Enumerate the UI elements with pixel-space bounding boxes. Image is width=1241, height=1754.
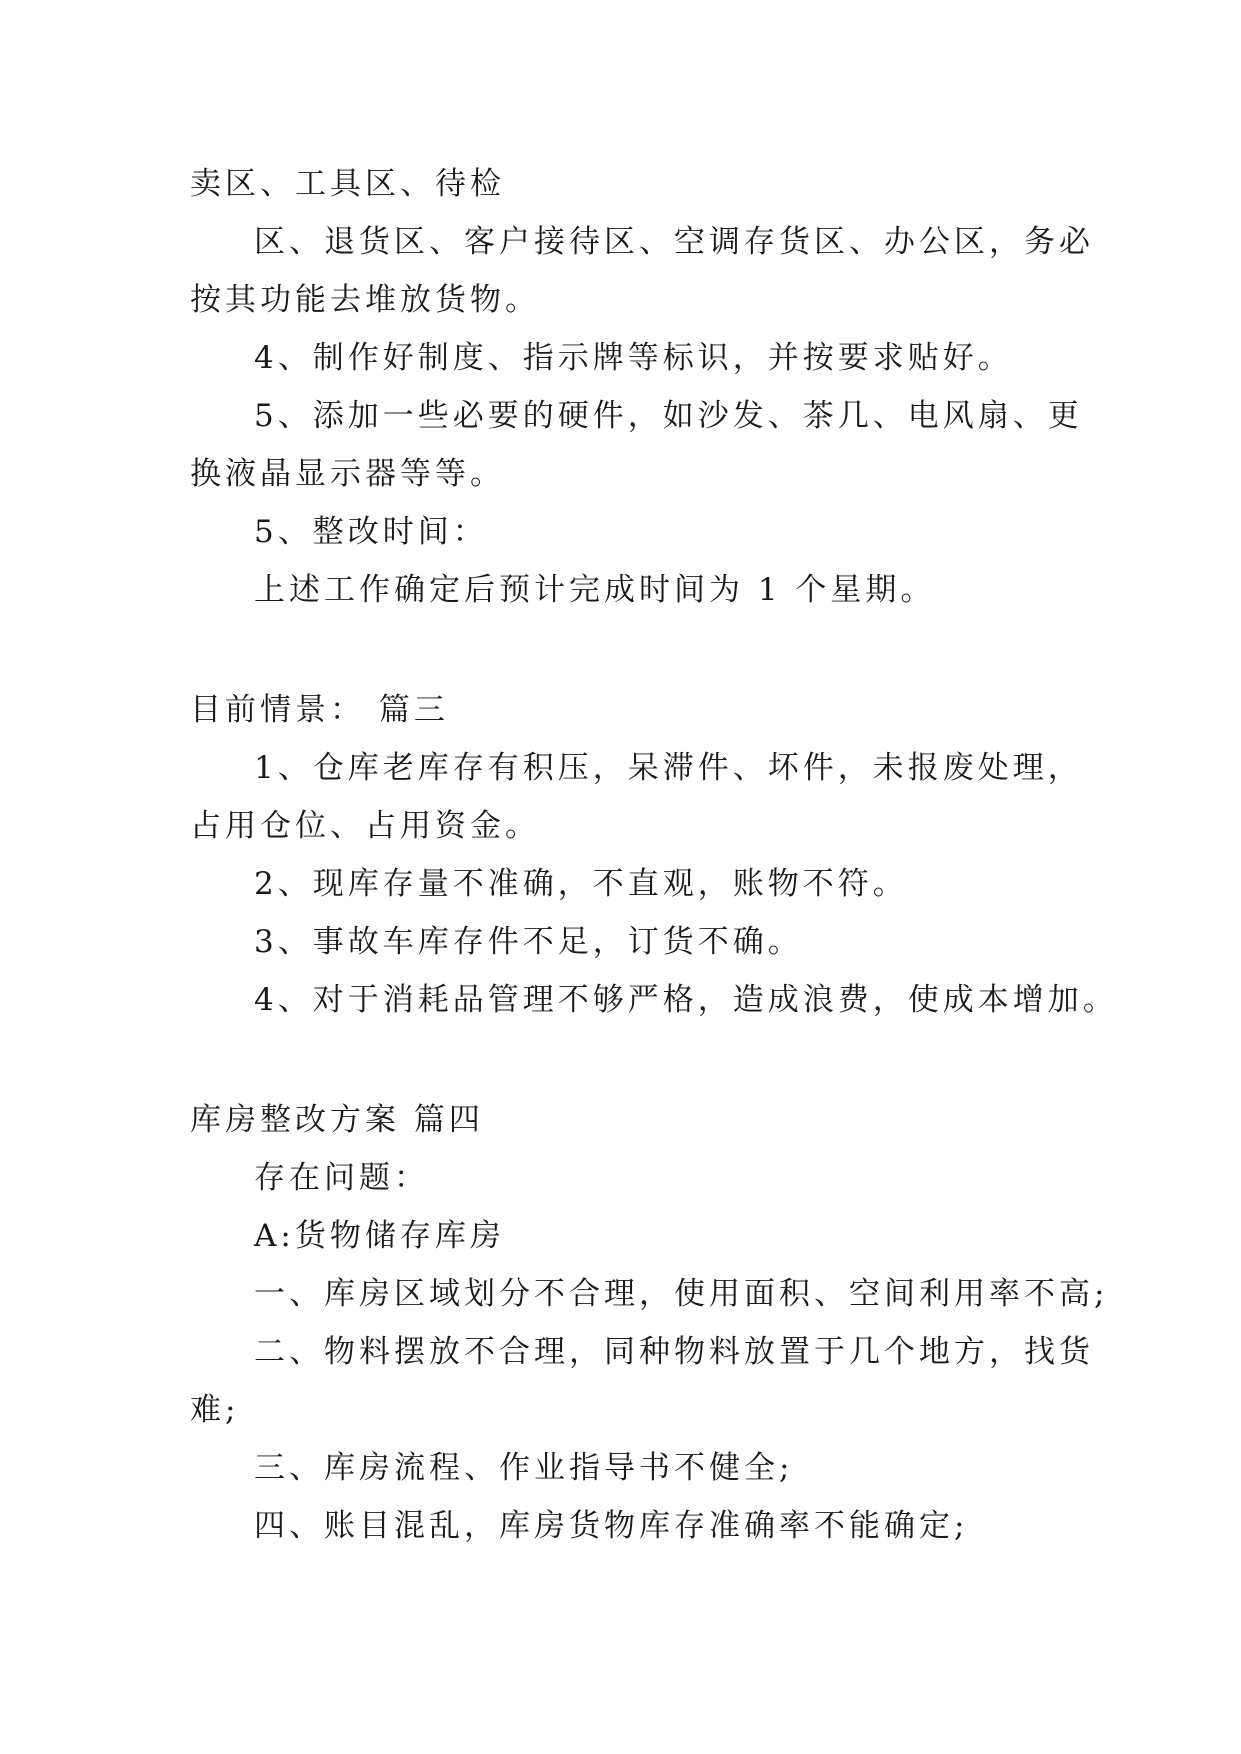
- text-line: 换液晶显示器等等。: [190, 456, 505, 492]
- text-line: 3、事故车库存件不足，订货不确。: [254, 924, 803, 960]
- text-line: 4、对于消耗品管理不够严格，造成浪费，使成本增加。: [254, 982, 1118, 1018]
- text-line: 区、退货区、客户接待区、空调存货区、办公区，务必: [254, 224, 1094, 260]
- text-line: 二、物料摆放不合理，同种物料放置于几个地方，找货: [254, 1334, 1094, 1370]
- text-line: 4、制作好制度、指示牌等标识，并按要求贴好。: [254, 340, 1013, 376]
- text-line: 难;: [190, 1392, 240, 1428]
- text-line: 卖区、工具区、待检: [190, 166, 505, 202]
- text-line: 占用仓位、占用资金。: [190, 808, 540, 844]
- text-line: 一、库房区域划分不合理，使用面积、空间利用率不高;: [254, 1276, 1109, 1312]
- text-line: 按其功能去堆放货物。: [190, 282, 540, 318]
- section-heading: 目前情景： 篇三: [190, 692, 449, 728]
- text-line: 存在问题：: [254, 1160, 429, 1196]
- text-line: 5、添加一些必要的硬件，如沙发、茶几、电风扇、更: [254, 398, 1083, 434]
- text-line: 5、整改时间：: [254, 514, 488, 550]
- section-heading: 库房整改方案 篇四: [190, 1102, 484, 1138]
- text-line: 2、现库存量不准确，不直观，账物不符。: [254, 866, 908, 902]
- text-line: A:货物储存库房: [254, 1218, 505, 1254]
- text-line: 1、仓库老库存有积压，呆滞件、坏件，未报废处理，: [254, 750, 1083, 786]
- text-line: 上述工作确定后预计完成时间为 1 个星期。: [254, 572, 936, 608]
- text-line: 四、账目混乱，库房货物库存准确率不能确定;: [254, 1508, 969, 1544]
- text-line: 三、库房流程、作业指导书不健全;: [254, 1450, 794, 1486]
